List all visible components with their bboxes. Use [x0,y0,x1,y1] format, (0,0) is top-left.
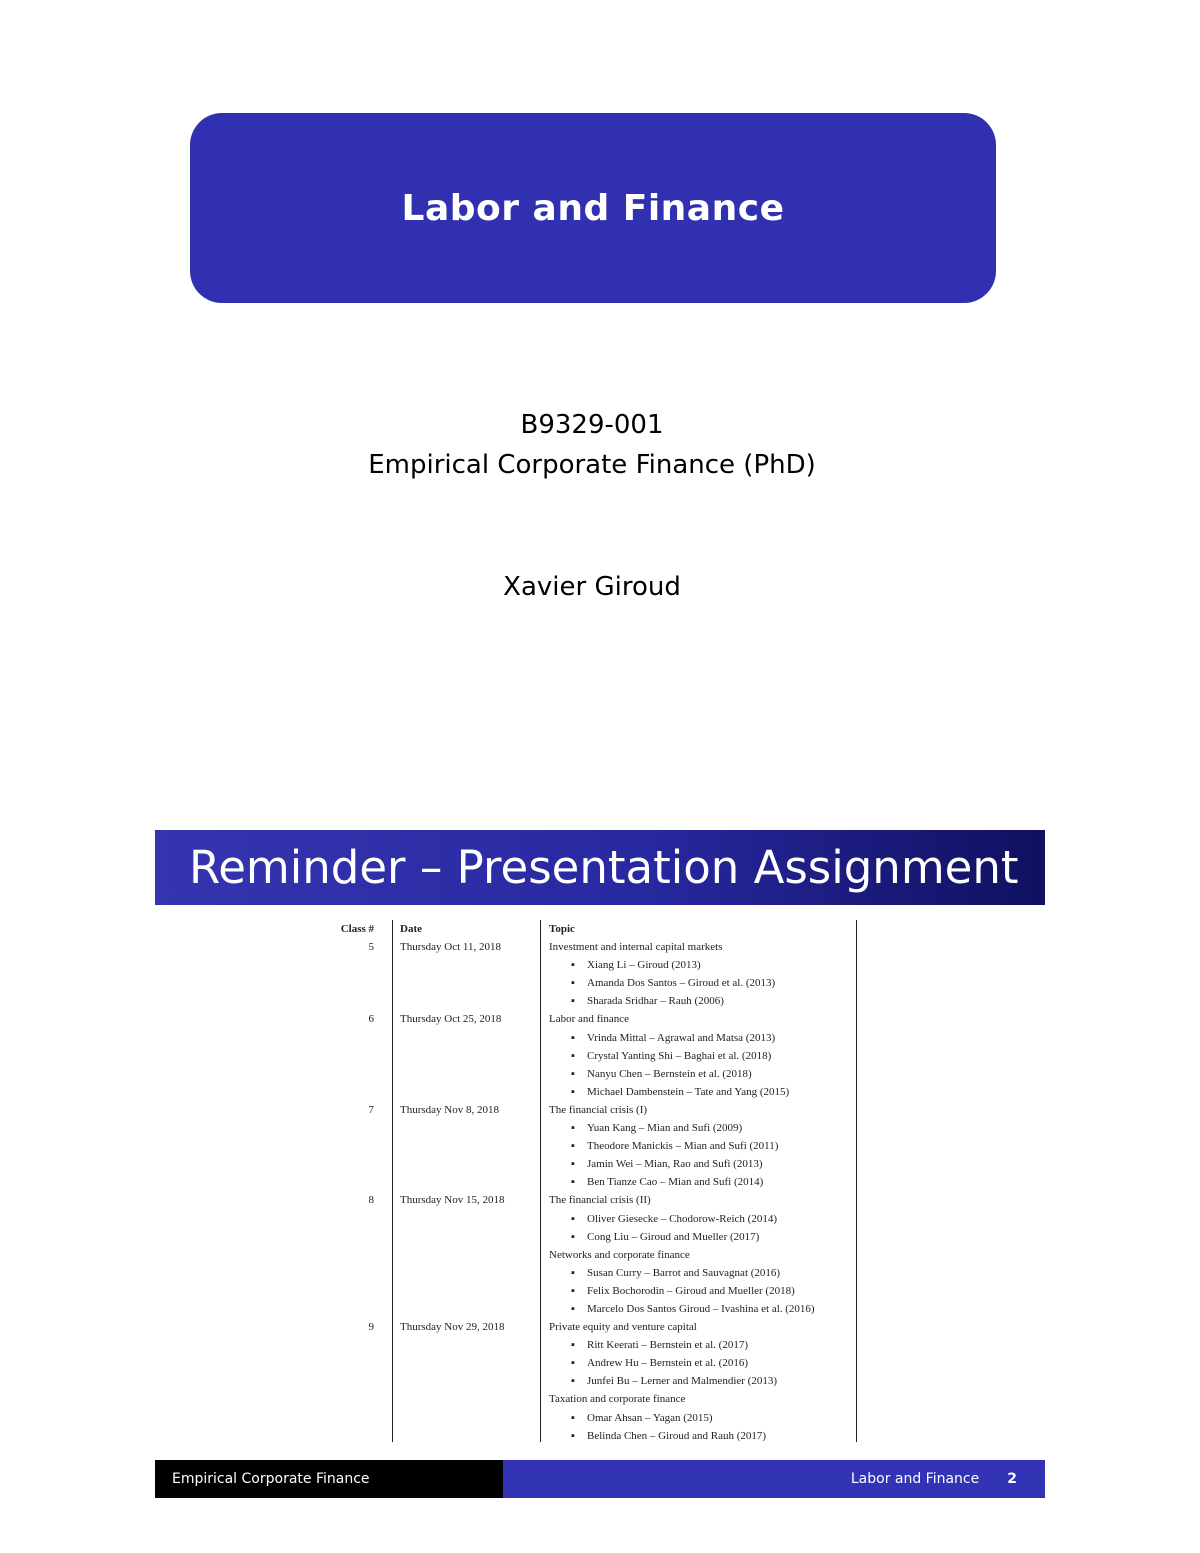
presenter-item [569,1372,860,1390]
class-date: Thursday Nov 8, 2018 [400,1103,499,1116]
course-code: B9329-001 [520,410,664,440]
presenter-text: Sharada Sridhar – Rauh (2006) [587,995,724,1008]
footer-course-label: Empirical Corporate Finance [172,1471,370,1487]
presenter-text: Belinda Chen – Giroud and Rauh (2017) [587,1429,767,1442]
bullet-icon: ▪ [571,1140,575,1153]
table-row [340,1010,860,1100]
presenter-text: Cong Liu – Giroud and Mueller (2017) [587,1230,760,1243]
bullet-icon: ▪ [571,1375,575,1388]
slide-title: Labor and Finance [401,187,785,229]
class-topics [540,938,860,1010]
presenter-text: Amanda Dos Santos – Giroud et al. (2013) [587,977,776,990]
header-class: Class # [340,923,374,935]
presenter-item [569,1409,860,1427]
presenter-text: Michael Dambenstein – Tate and Yang (2015) [587,1085,790,1098]
course-name: Empirical Corporate Finance (PhD) [368,450,816,480]
header-date: Date [400,923,422,935]
bullet-icon: ▪ [571,1085,575,1098]
page-number: 2 [1007,1471,1017,1487]
topic-title: Private equity and venture capital [549,1321,697,1334]
presenter-item [569,1354,860,1372]
presenter-item [569,992,860,1010]
table-body [340,938,860,1445]
presenter-item [569,1155,860,1173]
topic-title: Labor and finance [549,1013,630,1026]
presentation-schedule-table [340,920,860,1445]
presenter-list [549,956,860,1010]
slide-footer [155,1460,1045,1498]
table-header-row [340,920,860,938]
title-banner [190,113,996,303]
table-row [340,1191,860,1318]
bullet-icon: ▪ [571,1357,575,1370]
bullet-icon: ▪ [571,1302,575,1315]
class-number: 7 [368,1103,374,1116]
presenter-item [569,956,860,974]
presenter-list [549,1210,860,1246]
author-name: Xavier Giroud [503,572,681,602]
bullet-icon: ▪ [571,1158,575,1171]
bullet-icon: ▪ [571,1122,575,1135]
class-date: Thursday Nov 29, 2018 [400,1321,505,1334]
bullet-icon: ▪ [571,995,575,1008]
bullet-icon: ▪ [571,1339,575,1352]
presenter-item [569,1336,860,1354]
presenter-item [569,1228,860,1246]
class-number: 5 [368,941,374,954]
footer-course [155,1460,503,1498]
presenter-list [549,1409,860,1445]
presenter-item [569,1282,860,1300]
presenter-item [569,1173,860,1191]
header-topic: Topic [549,923,575,935]
presenter-text: Crystal Yanting Shi – Baghai et al. (2018) [587,1049,772,1062]
presenter-list [549,1336,860,1390]
presenter-text: Susan Curry – Barrot and Sauvagnat (2016) [587,1266,781,1279]
bullet-icon: ▪ [571,977,575,990]
presenter-item [569,1119,860,1137]
presenter-list [549,1264,860,1318]
bullet-icon: ▪ [571,1067,575,1080]
presenter-item [569,1029,860,1047]
presenter-item [569,1083,860,1101]
presenter-item [569,1427,860,1445]
class-topics [540,1318,860,1445]
presenter-item [569,1210,860,1228]
bullet-icon: ▪ [571,1031,575,1044]
slide2-heading [155,830,1045,905]
presenter-item [569,1065,860,1083]
table-row [340,938,860,1010]
presenter-list [549,1029,860,1101]
presenter-text: Oliver Giesecke – Chodorow-Reich (2014) [587,1212,778,1225]
table-row [340,1101,860,1191]
presenter-item [569,1264,860,1282]
course-info [0,405,1184,607]
presenter-list [549,1119,860,1191]
bullet-icon: ▪ [571,1266,575,1279]
bullet-icon: ▪ [571,959,575,972]
presenter-text: Andrew Hu – Bernstein et al. (2016) [587,1357,748,1370]
presenter-text: Ben Tianze Cao – Mian and Sufi (2014) [587,1176,764,1189]
presenter-text: Nanyu Chen – Bernstein et al. (2018) [587,1067,752,1080]
footer-topic-label: Labor and Finance [850,1471,980,1487]
presenter-text: Marcelo Dos Santos Giroud – Ivashina et al. (2016) [587,1302,815,1315]
presenter-item [569,1300,860,1318]
topic-title: Taxation and corporate finance [549,1393,686,1406]
class-date: Thursday Nov 15, 2018 [400,1194,505,1207]
topic-title: The financial crisis (I) [549,1103,648,1116]
class-number: 9 [368,1321,374,1334]
bullet-icon: ▪ [571,1176,575,1189]
bullet-icon: ▪ [571,1049,575,1062]
class-topics [540,1191,860,1318]
footer-topic [503,1460,1045,1498]
bullet-icon: ▪ [571,1411,575,1424]
topic-title: The financial crisis (II) [549,1194,651,1207]
presenter-item [569,1047,860,1065]
presenter-text: Junfei Bu – Lerner and Malmendier (2013) [587,1375,777,1388]
bullet-icon: ▪ [571,1212,575,1225]
bullet-icon: ▪ [571,1429,575,1442]
presenter-text: Omar Ahsan – Yagan (2015) [587,1411,713,1424]
bullet-icon: ▪ [571,1230,575,1243]
table-row [340,1318,860,1445]
presenter-text: Ritt Keerati – Bernstein et al. (2017) [587,1339,748,1352]
presenter-text: Theodore Manickis – Mian and Sufi (2011) [587,1140,779,1153]
slide2-heading-text: Reminder – Presentation Assignment [189,841,1019,894]
presenter-text: Yuan Kang – Mian and Sufi (2009) [587,1122,743,1135]
class-date: Thursday Oct 11, 2018 [400,941,502,954]
presenter-item [569,974,860,992]
class-number: 8 [368,1194,374,1207]
class-topics [540,1010,860,1100]
topic-title: Investment and internal capital markets [549,941,723,954]
presenter-item [569,1137,860,1155]
topic-title: Networks and corporate finance [549,1248,690,1261]
bullet-icon: ▪ [571,1284,575,1297]
class-date: Thursday Oct 25, 2018 [400,1013,502,1026]
presenter-text: Vrinda Mittal – Agrawal and Matsa (2013) [587,1031,776,1044]
presenter-text: Jamin Wei – Mian, Rao and Sufi (2013) [587,1158,763,1171]
presenter-text: Xiang Li – Giroud (2013) [587,959,701,972]
class-number: 6 [368,1013,374,1026]
class-topics [540,1101,860,1191]
presenter-text: Felix Bochorodin – Giroud and Mueller (2018) [587,1284,795,1297]
